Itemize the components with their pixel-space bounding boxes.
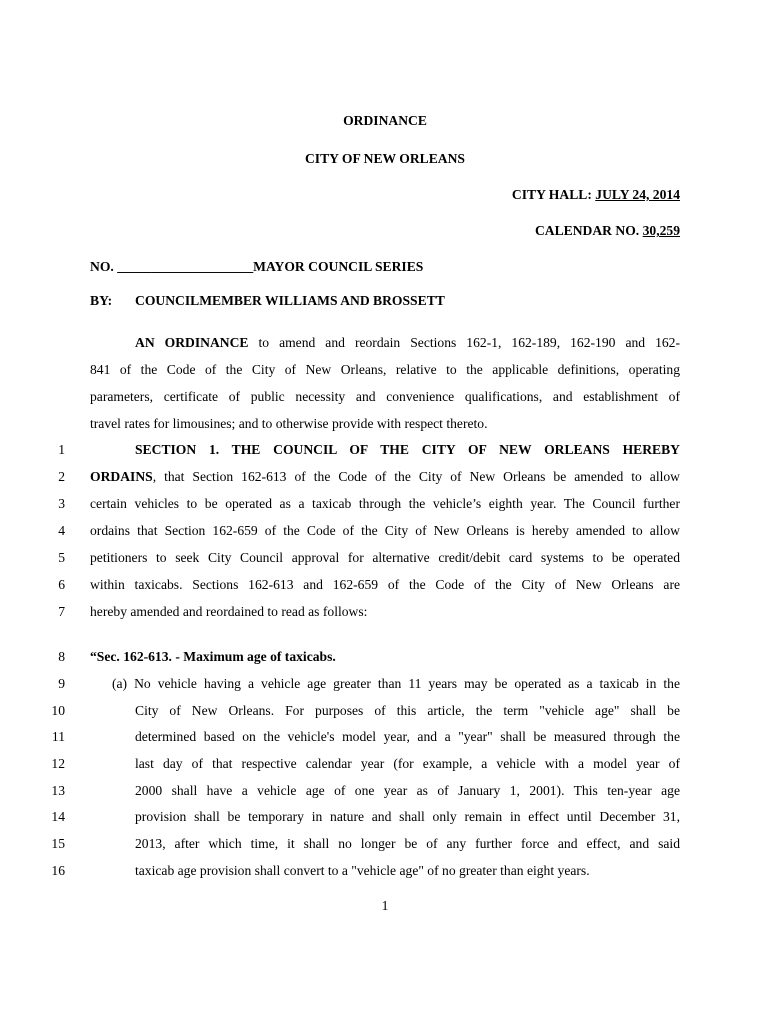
section-1-line-4: ordains that Section 162-659 of the Code of the City of New Orleans is hereby amended to allow	[90, 523, 680, 538]
clause-a-line-2: City of New Orleans. For purposes of this article, the term "vehicle age" shall be	[135, 703, 680, 718]
line-number: 11	[51, 729, 65, 744]
preamble-line-2: 841 of the Code of the City of New Orleans, relative to the applicable definitions, operating	[90, 362, 680, 377]
city-hall-label: CITY HALL:	[511, 187, 592, 202]
city-hall-line	[512, 186, 680, 204]
clause-a-line-6: provision shall be temporary in nature and shall only remain in effect until December 31,	[135, 809, 680, 824]
sec-162-613-heading: “Sec. 162-613. - Maximum age of taxicabs.	[90, 649, 336, 664]
line-number: 14	[51, 809, 65, 824]
calendar-number: 30,259	[642, 223, 680, 238]
section-1-line-5: petitioners to seek City Council approval for alternative credit/debit card systems to be operated	[90, 550, 680, 565]
section-1-line-6: within taxicabs. Sections 162-613 and 162-659 of the Code of the City of New Orleans are	[90, 577, 680, 592]
no-blank: ____________________	[117, 259, 254, 274]
ordinance-number-line	[90, 258, 423, 276]
clause-a-line-7: 2013, after which time, it shall no longer be of any further force and effect, and said	[135, 836, 680, 851]
line-number: 5	[58, 550, 65, 565]
section-1-line-7: hereby amended and reordained to read as follows:	[90, 604, 368, 619]
line-number: 16	[51, 863, 65, 878]
line-number: 8	[58, 649, 65, 664]
preamble-line-1: AN ORDINANCE to amend and reordain Sections 162-1, 162-189, 162-190 and 162-	[135, 335, 680, 350]
line-number: 6	[58, 577, 65, 592]
clause-a-line-4: last day of that respective calendar year (for example, a vehicle with a model year of	[135, 756, 680, 771]
page-number: 1	[381, 898, 389, 913]
line-number: 15	[51, 836, 65, 851]
line-number: 1	[58, 442, 65, 457]
line-number: 7	[58, 604, 65, 619]
section-1-heading: SECTION 1. THE COUNCIL OF THE CITY OF NEW ORLEANS HEREBY	[135, 442, 680, 457]
preamble-line-4: travel rates for limousines; and to otherwise provide with respect thereto.	[90, 416, 488, 431]
line-number: 10	[51, 703, 65, 718]
clause-a-line-8: taxicab age provision shall convert to a "vehicle age" of no greater than eight years.	[135, 863, 590, 878]
series-label: MAYOR COUNCIL SERIES	[253, 259, 424, 274]
line-number: 12	[51, 756, 65, 771]
clause-a-line-3: determined based on the vehicle's model year, and a "year" shall be measured through the	[135, 729, 680, 744]
line-number: 9	[58, 676, 65, 691]
by-value: COUNCILMEMBER WILLIAMS AND BROSSETT	[135, 293, 445, 308]
calendar-line	[535, 222, 680, 240]
clause-a-line-5: 2000 shall have a vehicle age of one year as of January 1, 2001). This ten-year age	[135, 783, 680, 798]
no-label: NO.	[90, 259, 114, 274]
section-1-line-2: ORDAINS, that Section 162-613 of the Code of the City of New Orleans be amended to allow	[90, 469, 680, 484]
line-number: 4	[58, 523, 65, 538]
city-hall-date: JULY 24, 2014	[595, 187, 680, 202]
preamble-line-3: parameters, certificate of public necessity and convenience qualifications, and establishment of	[90, 389, 680, 404]
document-title: ORDINANCE	[343, 113, 427, 128]
clause-a-line-1: (a) No vehicle having a vehicle age greater than 11 years may be operated as a taxicab in the	[112, 676, 680, 691]
line-number: 2	[58, 469, 65, 484]
sponsor-line	[90, 292, 445, 310]
line-number: 13	[51, 783, 65, 798]
preamble-lead: AN ORDINANCE	[135, 335, 249, 350]
section-1-line-3: certain vehicles to be operated as a taxicab through the vehicle’s eighth year. The Council further	[90, 496, 680, 511]
calendar-label: CALENDAR NO.	[534, 223, 640, 238]
by-label: BY:	[90, 293, 113, 308]
city-name: CITY OF NEW ORLEANS	[304, 151, 465, 166]
line-number: 3	[58, 496, 65, 511]
